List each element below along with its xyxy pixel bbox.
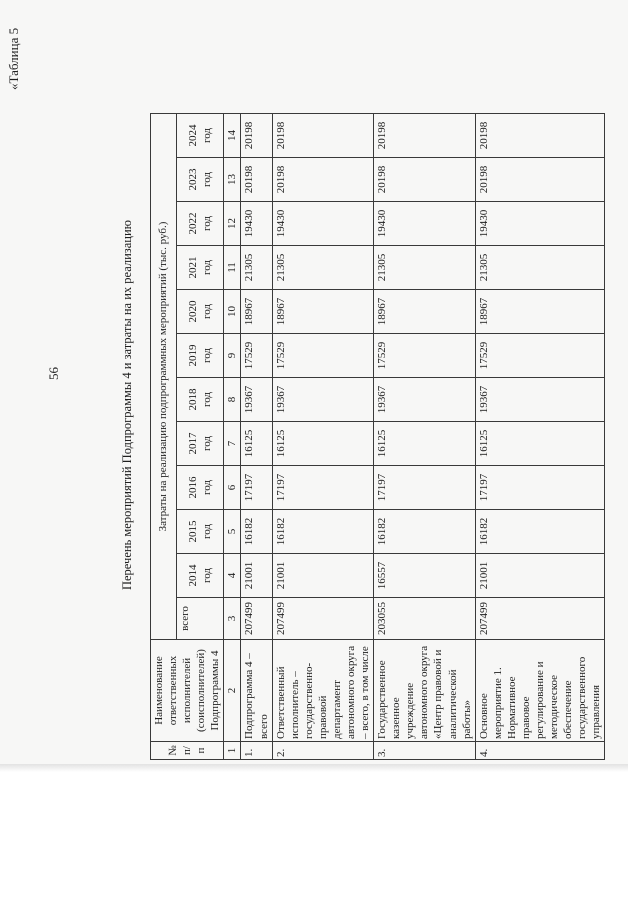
header-year: 2022 год [176,202,223,246]
row-name: Подпрограмма 4 – всего [241,640,272,742]
table-row [374,114,476,760]
row-number: 2. [272,742,374,760]
value-cell: 21001 [475,554,605,598]
value-cell: 17529 [475,334,605,378]
value-cell: 20198 [272,114,374,158]
table-title: Перечень мероприятий Подпрограммы 4 и затраты на их реализацию [120,219,134,591]
row-name: Государственное казенное учреждение автономного округа «Центр правовой и аналитической работы» [374,640,476,742]
value-cell: 20198 [241,158,272,202]
column-number: 8 [224,378,241,422]
value-cell: 16125 [241,422,272,466]
value-cell: 16182 [241,510,272,554]
value-cell: 17529 [272,334,374,378]
header-name: Наименование ответственных исполнителей (соисполнителей) Подпрограммы 4 [151,640,224,742]
column-number: 7 [224,422,241,466]
header-num: № п/п [151,742,224,760]
value-cell: 16125 [272,422,374,466]
header-costs: Затраты на реализацию подпрограммных мероприятий (тыс. руб.) [151,114,177,640]
value-cell: 17529 [374,334,476,378]
value-cell: 19367 [475,378,605,422]
value-cell: 21305 [272,246,374,290]
value-cell: 207499 [241,598,272,640]
value-cell: 20198 [272,158,374,202]
value-cell: 17529 [241,334,272,378]
value-cell: 16125 [475,422,605,466]
page-number: 56 [46,367,61,380]
value-cell: 207499 [272,598,374,640]
column-number: 11 [224,246,241,290]
column-number: 6 [224,466,241,510]
header-year: 2014 год [176,554,223,598]
table-row [475,114,605,760]
row-name: Ответственный исполнитель – государственно-правовой департамент автономного округа – всего, в том числе [272,640,374,742]
column-number: 3 [224,598,241,640]
value-cell: 17197 [374,466,476,510]
value-cell: 207499 [475,598,605,640]
header-year: 2017 год [176,422,223,466]
value-cell: 16557 [374,554,476,598]
value-cell: 19430 [272,202,374,246]
value-cell: 21305 [374,246,476,290]
value-cell: 21305 [475,246,605,290]
table-row [241,114,272,760]
header-year: 2018 год [176,378,223,422]
header-year: 2020 год [176,290,223,334]
value-cell: 21001 [241,554,272,598]
value-cell: 19430 [475,202,605,246]
value-cell: 21001 [272,554,374,598]
header-year: 2015 год [176,510,223,554]
value-cell: 21305 [241,246,272,290]
column-number: 12 [224,202,241,246]
value-cell: 16182 [374,510,476,554]
table-label: «Таблица 5 [6,27,21,90]
header-total: всего [176,598,223,640]
column-number: 10 [224,290,241,334]
value-cell: 19430 [374,202,476,246]
value-cell: 18967 [272,290,374,334]
value-cell: 18967 [374,290,476,334]
column-number: 4 [224,554,241,598]
costs-table [150,113,605,760]
value-cell: 19367 [241,378,272,422]
row-number: 4. [475,742,605,760]
value-cell: 203055 [374,598,476,640]
header-year: 2019 год [176,334,223,378]
row-name: Основное мероприятие 1. Нормативное правовое регулирование и методическое обеспечение государственного управления [475,640,605,742]
header-year: 2016 год [176,466,223,510]
value-cell: 20198 [475,114,605,158]
value-cell: 16182 [272,510,374,554]
header-year: 2021 год [176,246,223,290]
value-cell: 20198 [241,114,272,158]
value-cell: 20198 [374,114,476,158]
header-year: 2024 год [176,114,223,158]
column-number: 9 [224,334,241,378]
header-row-1 [151,114,177,760]
column-number: 2 [224,640,241,742]
value-cell: 16125 [374,422,476,466]
value-cell: 18967 [475,290,605,334]
value-cell: 17197 [475,466,605,510]
value-cell: 17197 [241,466,272,510]
column-number: 14 [224,114,241,158]
column-number-row [224,114,241,760]
value-cell: 20198 [475,158,605,202]
value-cell: 20198 [374,158,476,202]
row-number: 1. [241,742,272,760]
row-number: 3. [374,742,476,760]
value-cell: 18967 [241,290,272,334]
value-cell: 19430 [241,202,272,246]
value-cell: 19367 [374,378,476,422]
header-year: 2023 год [176,158,223,202]
value-cell: 17197 [272,466,374,510]
value-cell: 19367 [272,378,374,422]
column-number: 13 [224,158,241,202]
value-cell: 16182 [475,510,605,554]
column-number: 5 [224,510,241,554]
table-row [272,114,374,760]
column-number: 1 [224,742,241,760]
